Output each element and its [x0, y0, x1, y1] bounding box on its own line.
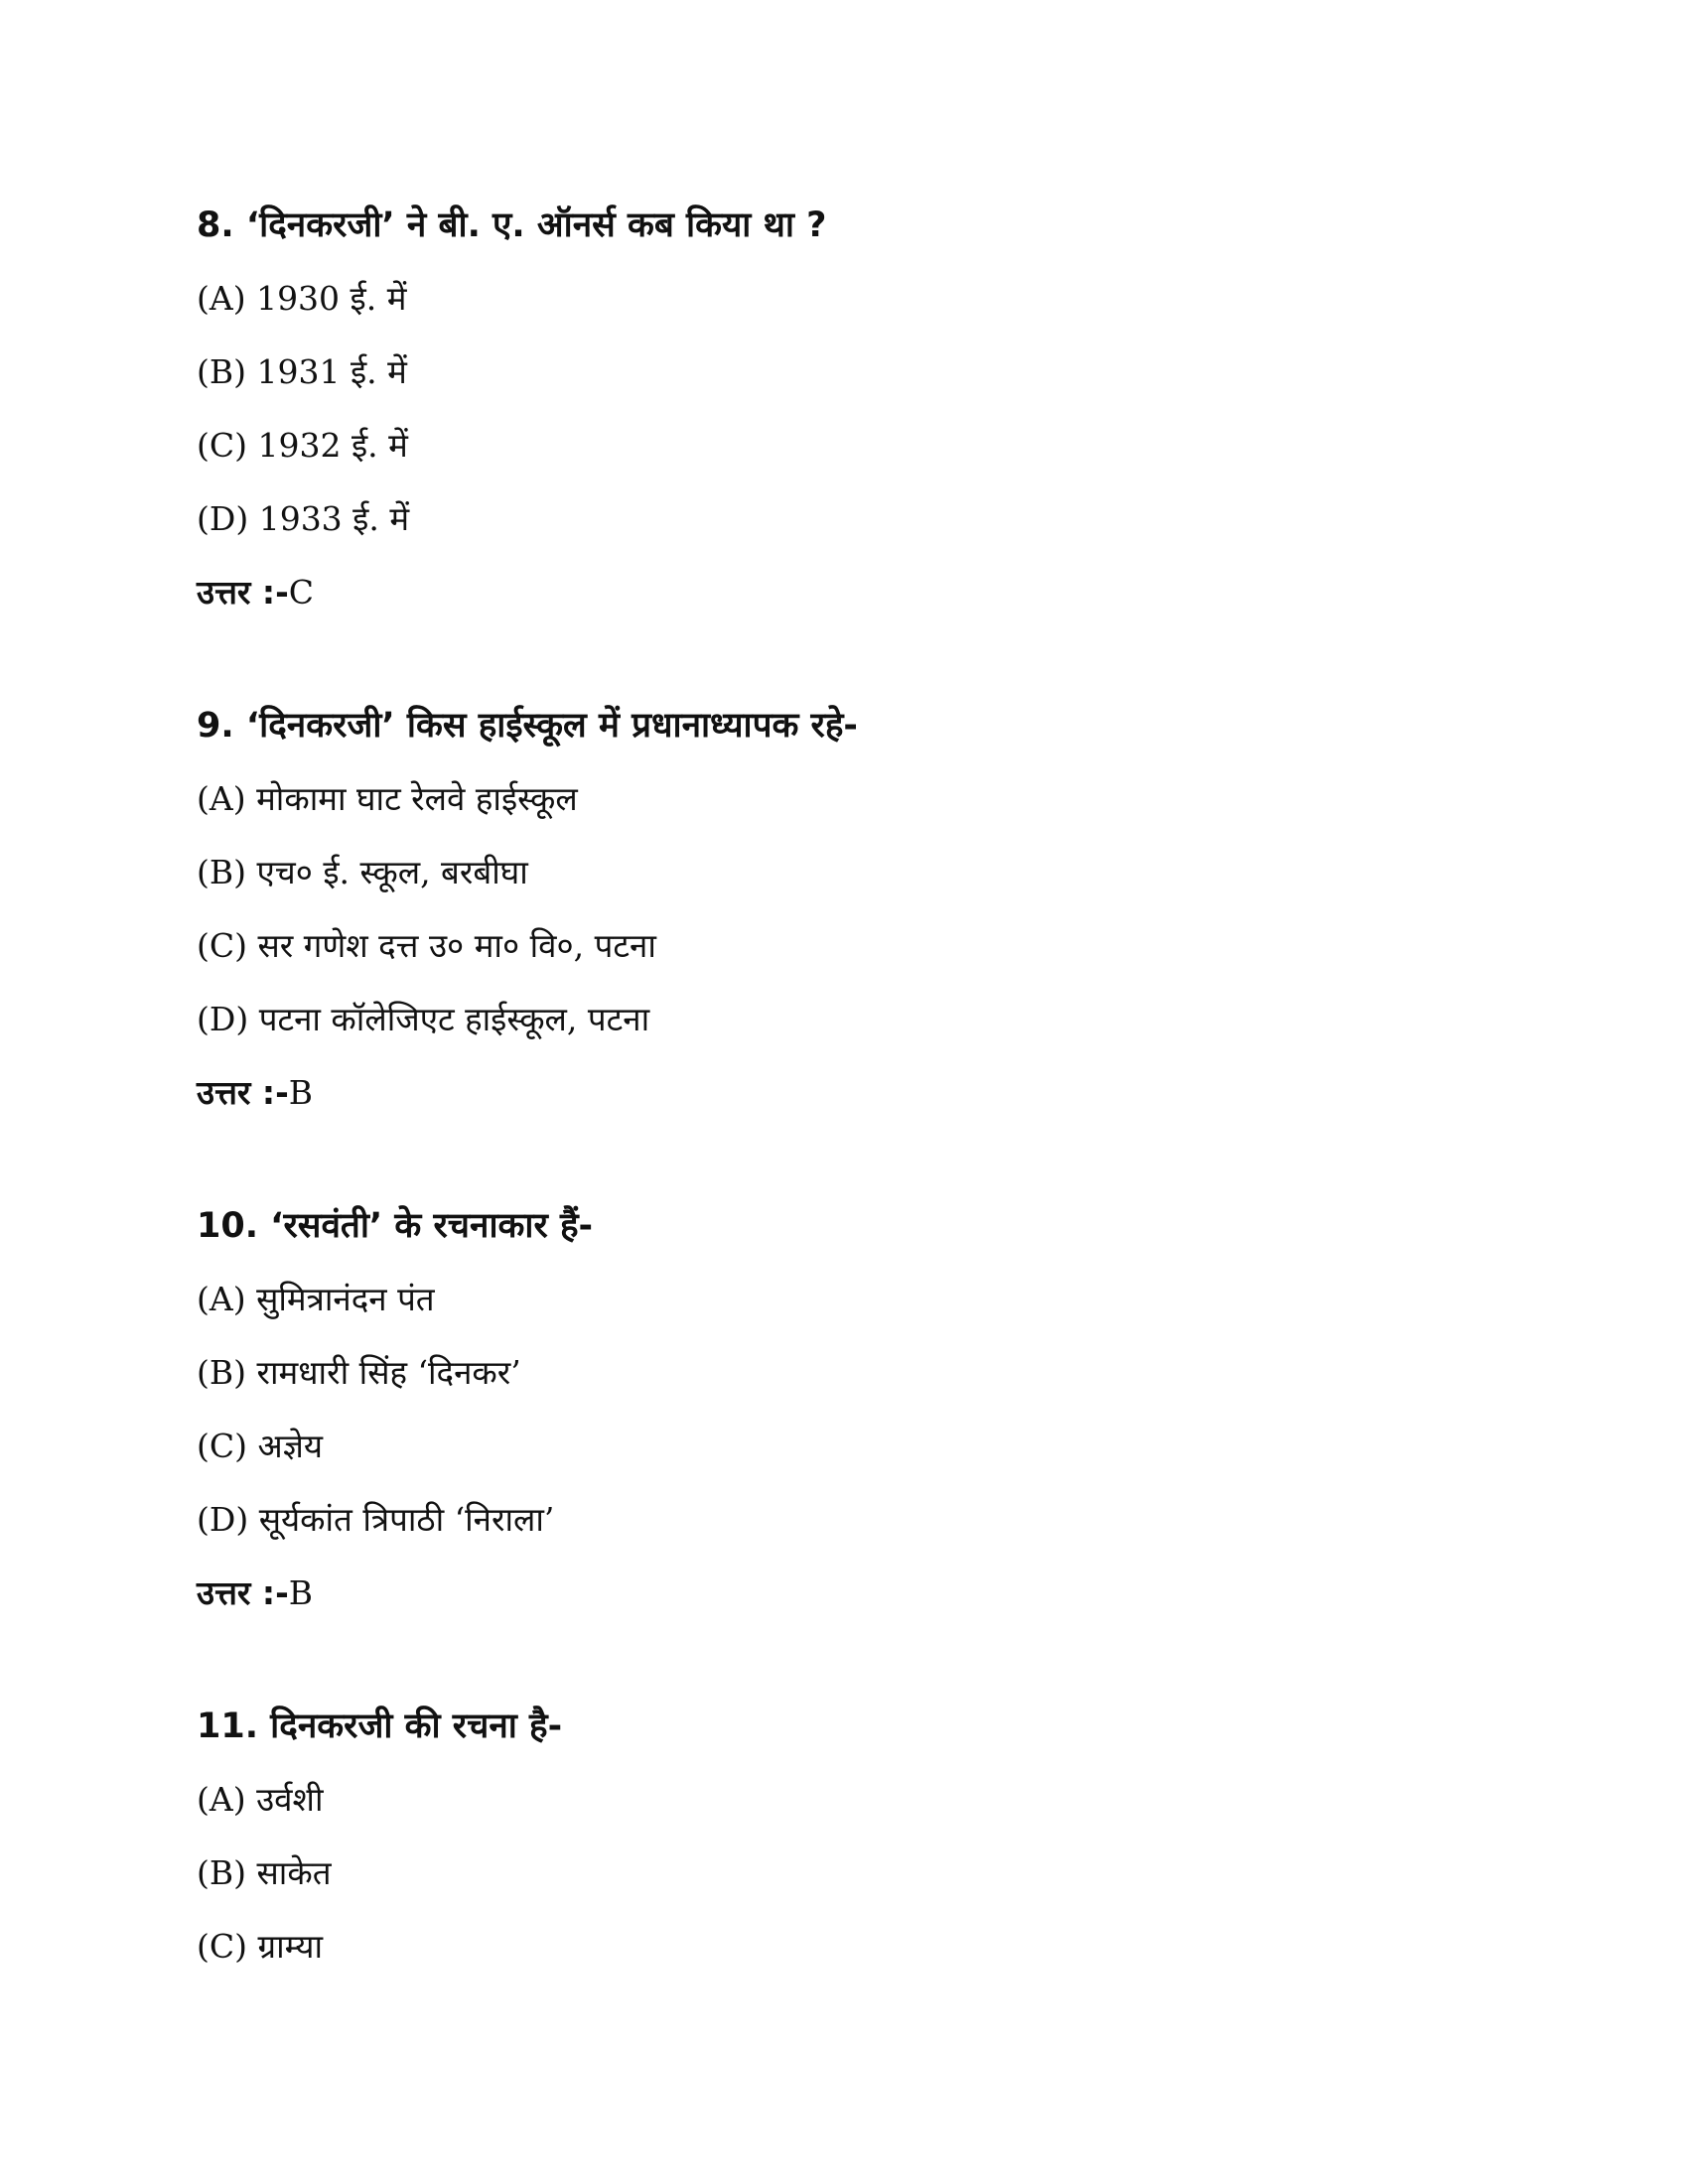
question-title: 11. दिनकरजी की रचना है- — [197, 1706, 563, 1746]
answer-value: B — [288, 1073, 314, 1112]
answer-value: B — [288, 1573, 314, 1612]
option-a: (A) मोकामा घाट रेलवे हाईस्कूल — [197, 779, 578, 818]
option-c: (C) सर गणेश दत्त उ० मा० वि०, पटना — [197, 926, 656, 965]
answer-label: उत्तर :- — [197, 573, 289, 612]
question-9 — [197, 689, 1487, 1130]
question-10 — [197, 1189, 1487, 1630]
question-title: 8. ‘दिनकरजी’ ने बी. ए. ऑनर्स कब किया था ? — [197, 205, 827, 245]
option-d: (D) सूर्यकांत त्रिपाठी ‘निराला’ — [197, 1500, 555, 1539]
question-title: 9. ‘दिनकरजी’ किस हाईस्कूल में प्रधानाध्यापक रहे- — [197, 706, 858, 746]
question-11 — [197, 1690, 1487, 1983]
option-a: (A) 1930 ई. में — [197, 279, 407, 318]
answer-line — [197, 1056, 1487, 1130]
option-b: (B) 1931 ई. में — [197, 352, 407, 391]
option-a: (A) सुमित्रानंदन पंत — [197, 1280, 435, 1318]
option-c: (C) 1932 ई. में — [197, 426, 408, 465]
option-b: (B) रामधारी सिंह ‘दिनकर’ — [197, 1353, 521, 1392]
option-d: (D) पटना कॉलेजिएट हाईस्कूल, पटना — [197, 1000, 650, 1038]
document-page — [197, 189, 1487, 2043]
question-8 — [197, 189, 1487, 629]
option-c: (C) ग्राम्या — [197, 1927, 324, 1966]
option-c: (C) अज्ञेय — [197, 1427, 323, 1465]
answer-line — [197, 1557, 1487, 1630]
option-d: (D) 1933 ई. में — [197, 499, 410, 538]
answer-label: उत्तर :- — [197, 1073, 289, 1112]
answer-value: C — [288, 573, 315, 612]
option-b: (B) साकेत — [197, 1853, 332, 1892]
option-a: (A) उर्वशी — [197, 1780, 324, 1819]
option-b: (B) एच० ई. स्कूल, बरबीघा — [197, 853, 528, 891]
answer-label: उत्तर :- — [197, 1573, 289, 1612]
question-title: 10. ‘रसवंती’ के रचनाकार हैं- — [197, 1206, 594, 1246]
answer-line — [197, 556, 1487, 629]
